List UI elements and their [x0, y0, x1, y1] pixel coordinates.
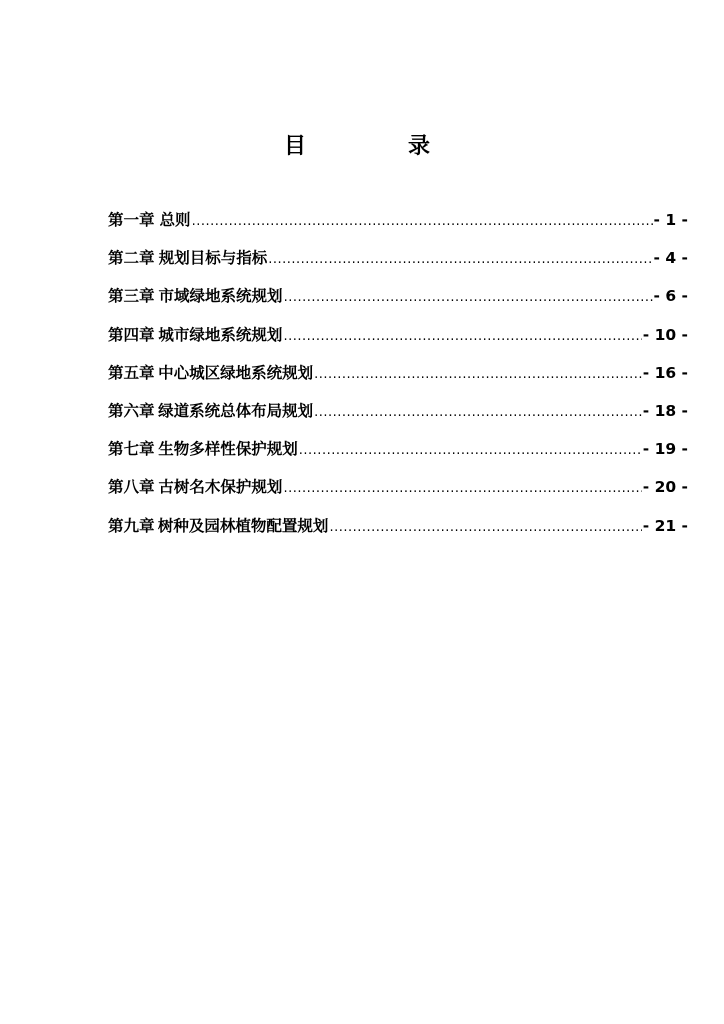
toc-chapter-number: 第四章: [108, 325, 155, 344]
toc-chapter-heading: 市域绿地系统规划: [158, 287, 283, 306]
toc-entry-3[interactable]: [108, 284, 688, 322]
toc-chapter-heading: 树种及园林植物配置规划: [157, 516, 329, 535]
toc-page-number: - 1 -: [653, 211, 688, 229]
toc-dot-leader: [268, 252, 652, 267]
toc-chapter-number: 第六章: [108, 401, 155, 420]
toc-page-number: - 10 -: [642, 325, 688, 344]
toc-entry-5[interactable]: [108, 361, 688, 399]
toc-chapter-heading: 中心城区绿地系统规划: [158, 363, 314, 382]
toc-chapter-heading: 生物多样性保护规划: [158, 440, 298, 459]
toc-chapter-heading: 总则: [159, 211, 191, 229]
toc-entry-2[interactable]: [108, 246, 688, 284]
toc-chapter-number: 第一章: [108, 211, 155, 229]
toc-chapter-heading: 城市绿地系统规划: [158, 325, 283, 344]
toc-entry-1[interactable]: [108, 208, 688, 246]
toc-entry-7[interactable]: [108, 437, 688, 475]
toc-dot-leader: [192, 214, 653, 229]
toc-entry-8[interactable]: [108, 475, 688, 513]
toc-page-number: - 4 -: [653, 249, 688, 268]
toc-page-number: - 19 -: [642, 440, 688, 459]
toc-entry-4[interactable]: [108, 323, 688, 361]
toc-chapter-number: 第五章: [108, 363, 155, 382]
toc-page-number: - 6 -: [653, 287, 688, 306]
toc-title: 目 录: [283, 134, 470, 159]
toc-chapter-number: 第七章: [108, 440, 155, 459]
toc-chapter-number: 第九章: [108, 516, 155, 535]
toc-dot-leader: [314, 405, 642, 420]
toc-chapter-number: 第二章: [108, 249, 155, 268]
toc-dot-leader: [283, 329, 641, 344]
toc-dot-leader: [314, 367, 642, 382]
toc-dot-leader: [329, 520, 641, 535]
toc-entry-6[interactable]: [108, 399, 688, 437]
toc-dot-leader: [299, 443, 642, 458]
toc-chapter-heading: 绿道系统总体布局规划: [158, 401, 314, 420]
toc-page-number: - 20 -: [642, 478, 688, 497]
toc-page-number: - 21 -: [642, 516, 688, 535]
table-of-contents: [108, 208, 688, 552]
toc-chapter-heading: 规划目标与指标: [158, 249, 268, 268]
toc-chapter-number: 第八章: [108, 478, 155, 497]
toc-chapter-heading: 古树名木保护规划: [158, 478, 283, 497]
toc-chapter-number: 第三章: [108, 287, 155, 306]
toc-page-number: - 18 -: [642, 401, 688, 420]
toc-dot-leader: [283, 481, 641, 496]
toc-dot-leader: [284, 290, 653, 305]
toc-page-number: - 16 -: [642, 363, 688, 382]
toc-entry-9[interactable]: [108, 514, 688, 552]
